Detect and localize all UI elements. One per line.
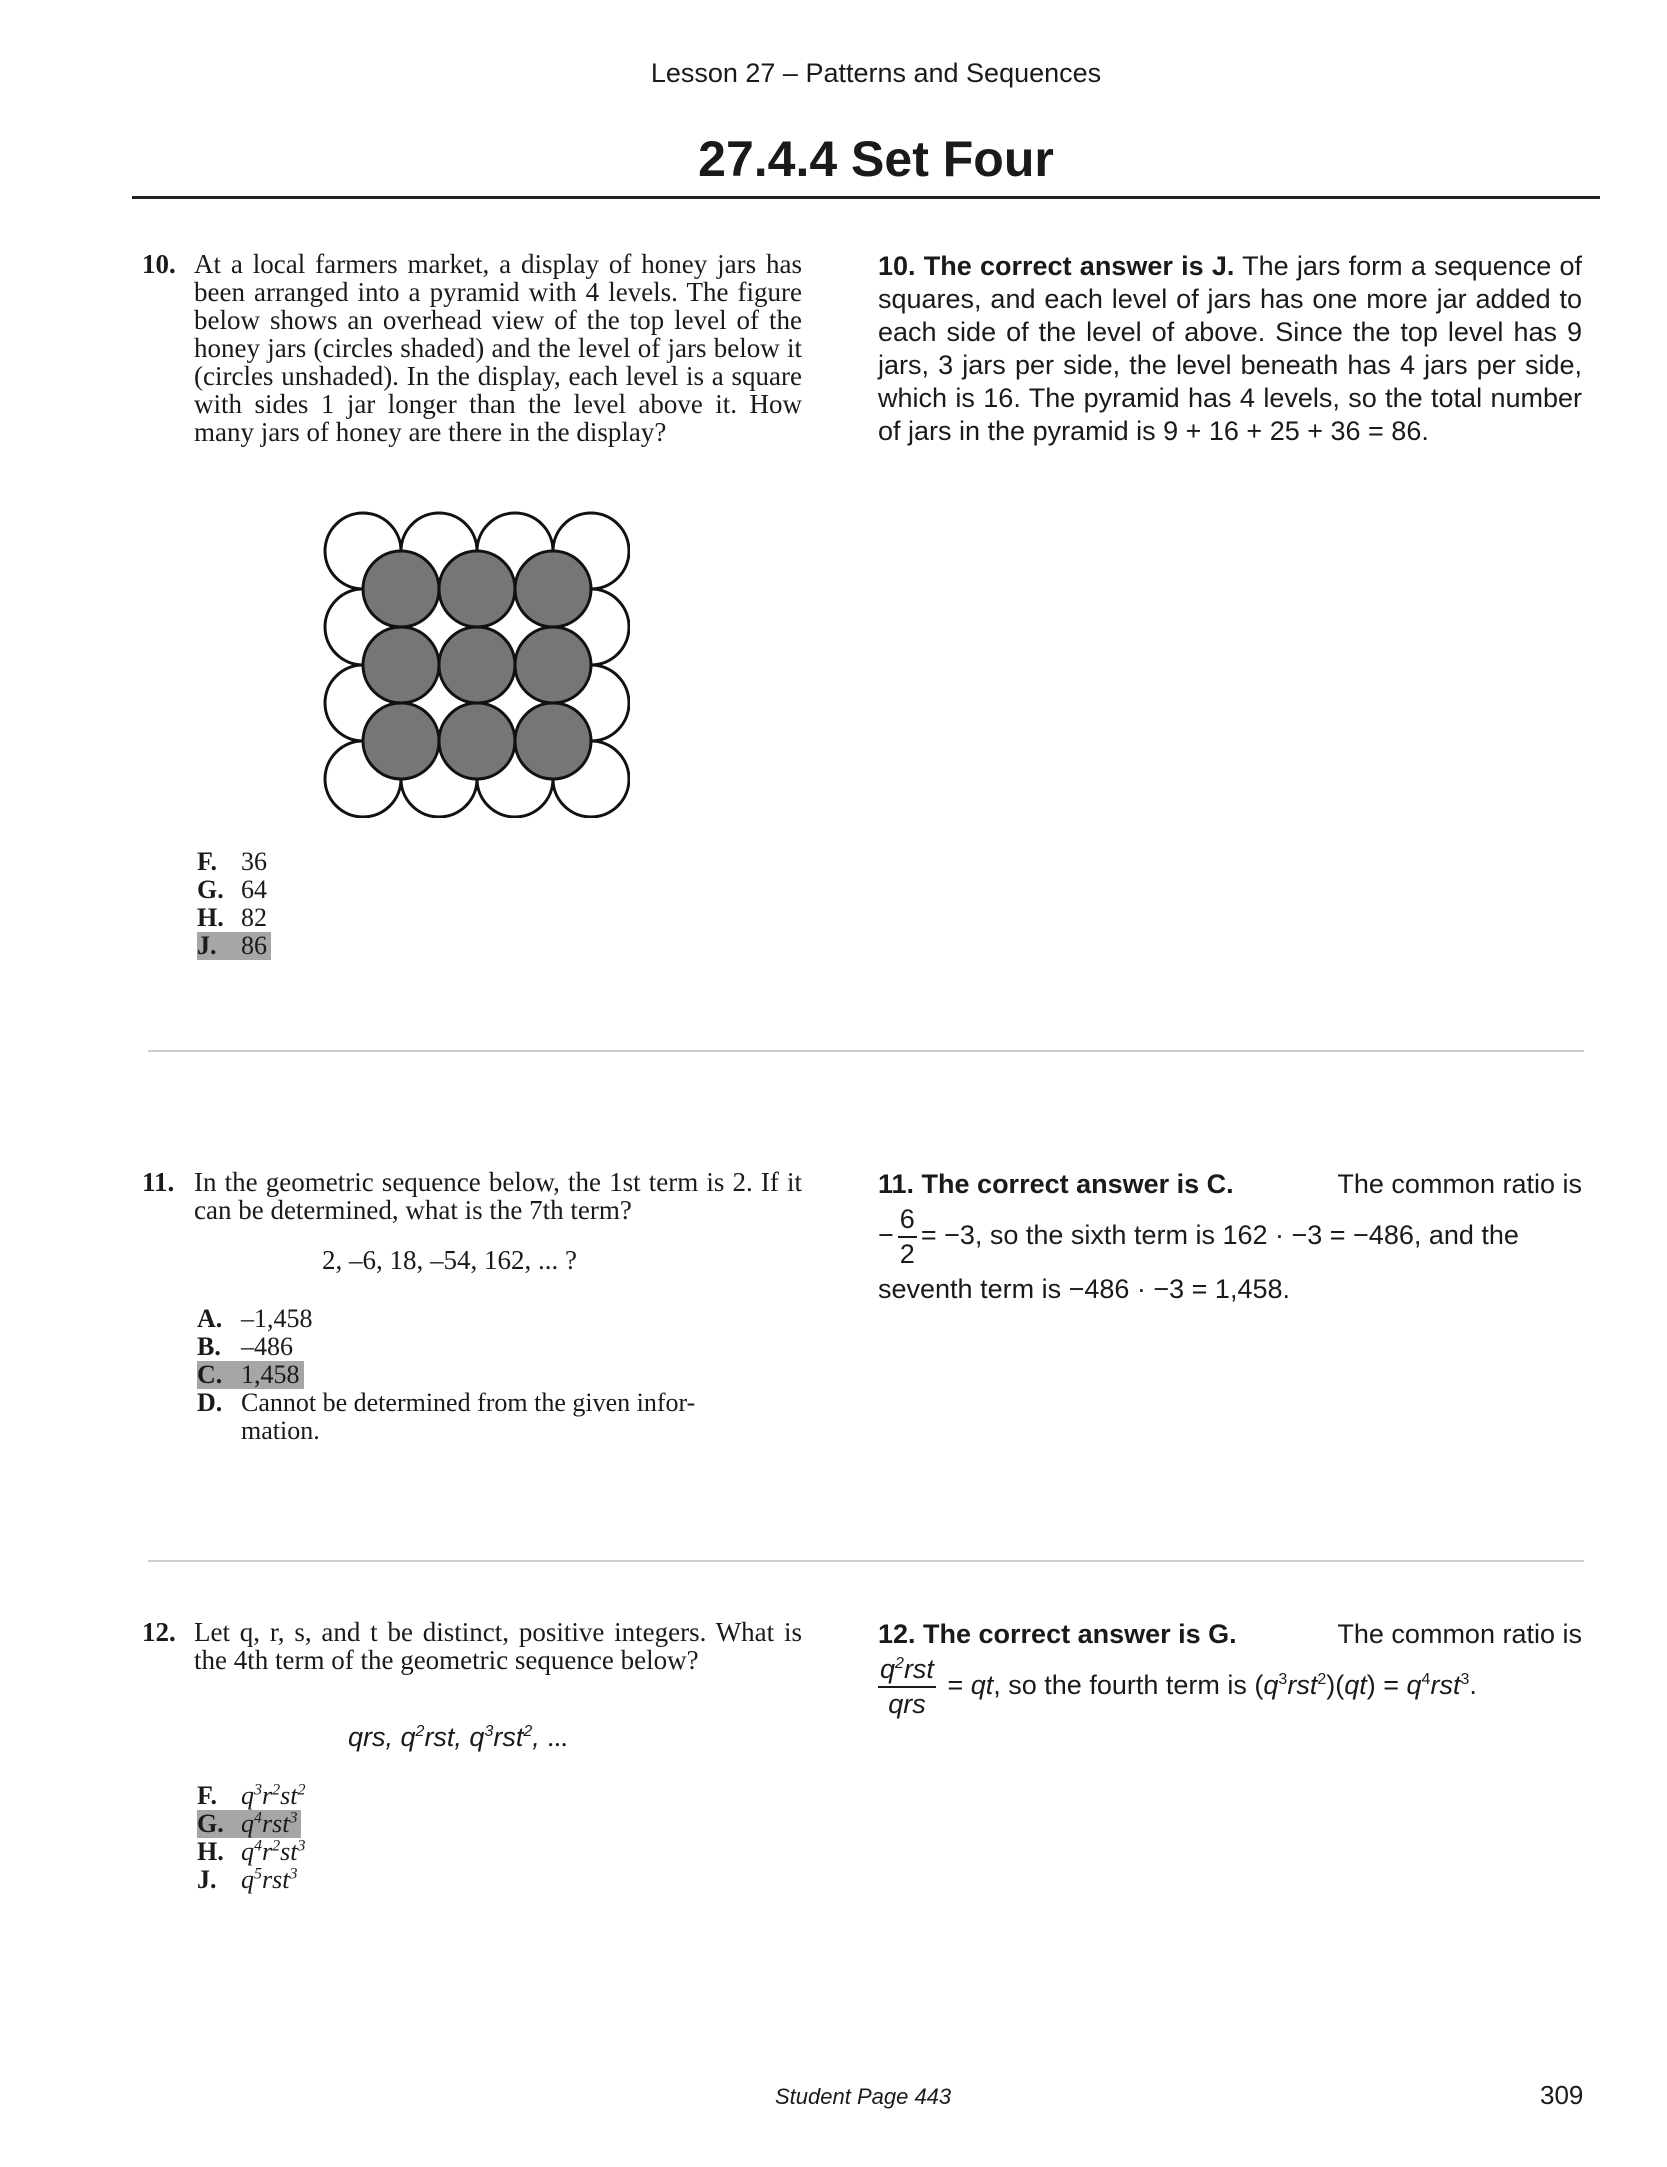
section-divider [148,1560,1584,1562]
shaded-jar [439,627,515,703]
choice-H[interactable]: H. $q^4r^2st^3$ [197,1837,306,1866]
shaded-jar [363,551,439,627]
answer-text-1: The common ratio is [1337,1619,1582,1649]
choice-A[interactable]: A. –1,458 [197,1304,313,1333]
section-divider [148,1050,1584,1052]
answer-11 [878,1168,1582,1306]
answer-text-1: The common ratio is [1337,1169,1582,1199]
shaded-jar [363,703,439,779]
choice-G[interactable]: G. 64 [197,875,267,904]
answer-text-3: seventh term is −486 · −3 = 1,458. [878,1274,1291,1304]
fraction-numerator: 6 [898,1203,917,1238]
choice-H[interactable]: H. 82 [197,903,267,932]
shaded-jar [515,703,591,779]
fraction-numerator: $q^2rst$ [878,1653,936,1688]
answer-10 [878,250,1582,448]
answer-text-2: , so the fourth term is [993,1670,1247,1701]
minus-sign: − [878,1220,894,1251]
question-number: 11. [142,1167,175,1197]
student-page-label: Student Page 443 [775,2084,952,2109]
lesson-header: Lesson 27 – Patterns and Sequences [650,58,1102,88]
choice-J[interactable]: J. $q^5rst^3$ [197,1865,298,1894]
answer-equation: = qt [947,1670,994,1701]
shaded-jar [439,551,515,627]
question-text: At a local farmers market, a display of honey jars has been arranged into a pyramid with 4 levels. The figure below shows an overhead view of the top level of the honey jars (circles shaded) and the level of jars below it (circles unshaded). In the display, each level is a square with sides 1 jar longer than the level above it. How many jars of honey are there in the display? [194,249,802,447]
choice-F[interactable]: F. 36 [197,847,267,876]
shaded-jar [363,627,439,703]
fraction-denominator: qrs [888,1689,926,1719]
question-number: 10. [142,249,176,279]
choice-C[interactable]: C. 1,458 [197,1361,304,1389]
question-text: Let q, r, s, and t be distinct, positive integers. What is the 4th term of the geometric sequence below? [194,1617,802,1675]
answer-product: $(q^3rst^2)(qt) = q^4rst^3$. [1254,1670,1477,1701]
answer-12 [878,1618,1582,1721]
question-number: 12. [142,1617,176,1647]
choice-F[interactable]: F. $q^3r^2st^2$ [197,1781,306,1810]
honey-jar-figure [320,508,630,818]
top-level-jars [363,551,591,779]
choice-D[interactable]: D. Cannot be determined from the given infor- [197,1388,696,1417]
shaded-jar [515,627,591,703]
title-rule [132,196,1600,199]
ratio-fraction [878,1653,936,1721]
sequence-line: qrs, $q^2rst$, $q^3rst^2$, ... [348,1722,568,1752]
sequence-line: 2, –6, 18, –54, 162, ... ? [322,1245,577,1275]
choice-B[interactable]: B. –486 [197,1332,293,1361]
choice-G[interactable]: G. $q^4rst^3$ [197,1810,301,1838]
fraction-denominator: 2 [899,1239,915,1269]
choice-continuation: mation. [241,1416,320,1445]
answer-text: The jars form a sequence of squares, and each level of jars has one more jar added to each side of the level of above. Since the top level has 9 jars, 3 jars per side, the level beneath has 4 jars per side, which is 16. The pyramid has 4 levels, so the total number of jars in the pyramid is 9 + 16 + 25 + 36 = 86. [878,251,1583,446]
answer-lead: 12. The correct answer is G. [878,1619,1237,1649]
answer-lead: 11. The correct answer is C. [878,1169,1234,1199]
answer-text-2: = −3, so the sixth term is 162 · −3 = −486, and the [920,1220,1519,1251]
choice-J[interactable]: J. 86 [197,932,271,960]
shaded-jar [439,703,515,779]
answer-lead: 10. The correct answer is J. [878,251,1235,281]
ratio-fraction [898,1203,917,1271]
question-text: In the geometric sequence below, the 1st term is 2. If it can be determined, what is the 7th term? [194,1167,802,1225]
page-title: 27.4.4 Set Four [698,131,1054,187]
shaded-jar [515,551,591,627]
page-number: 309 [1540,2080,1584,2110]
